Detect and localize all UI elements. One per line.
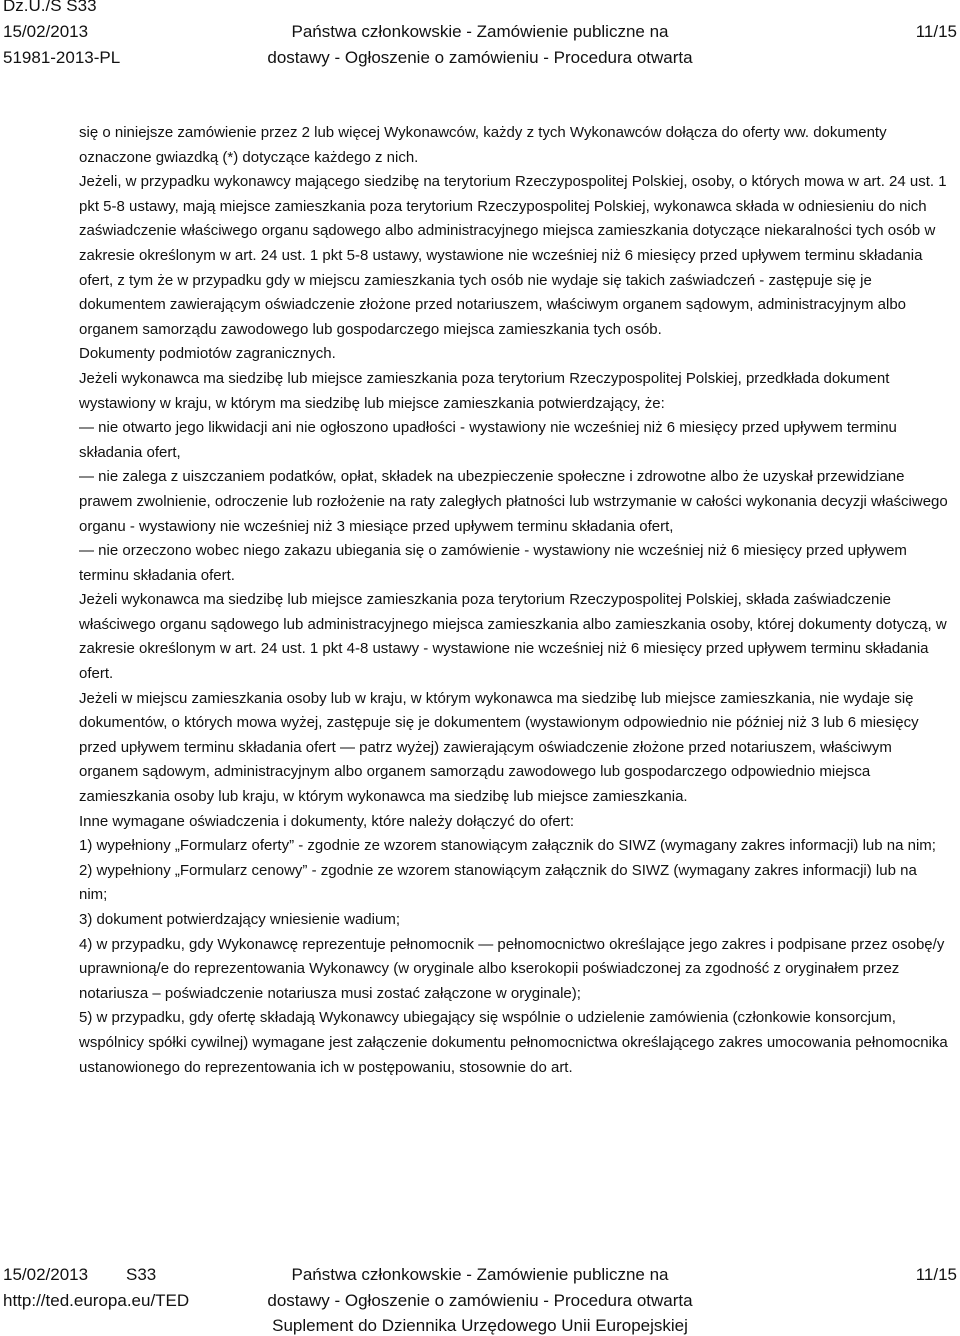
header-date: 15/02/2013 (3, 22, 89, 41)
paragraph: 2) wypełniony „Formularz cenowy” - zgodnie ze wzorem stanowiącym załącznik do SIWZ (wymagany zakres informacji) lub na nim; (79, 861, 917, 904)
footer-date: 15/02/2013 (3, 1265, 89, 1284)
paragraph: Dokumenty podmiotów zagranicznych. (79, 345, 336, 363)
paragraph: się o niniejsze zamówienie przez 2 lub więcej Wykonawców, każdy z tych Wykonawców dołącza do oferty ww. dokumenty oznaczone gwiazdką (*) dotyczące każdego z nich. (79, 124, 887, 166)
footer-series: S33 (126, 1265, 157, 1284)
paragraph: — nie zalega z uiszczaniem podatków, opłat, składek na ubezpieczenie społeczne i zdrowotne albo że uzyskał przewidziane prawem zwolnienie, odroczenie lub rozłożenie na raty zaległych płatności lub wstrzymanie w całości wykonania decyzji właściwego organu - wystawiony nie wcześniej niż 3 miesiące przed upływem terminu składania ofert, (79, 468, 948, 535)
paragraph: — nie orzeczono wobec niego zakazu ubiegania się o zamówienie - wystawiony nie wcześniej niż 6 miesięcy przed upływem terminu składania ofert. (79, 542, 907, 584)
footer-title-line2: dostawy - Ogłoszenie o zamówieniu - Procedura otwarta (267, 1291, 693, 1310)
header-page-number: 11/15 (915, 22, 957, 41)
paragraph: 3) dokument potwierdzający wniesienie wadium; (79, 911, 400, 928)
footer-url: http://ted.europa.eu/TED (3, 1291, 190, 1310)
paragraph: 4) w przypadku, gdy Wykonawcę reprezentuje pełnomocnik — pełnomocnictwo określające jego zakres i podpisane przez osobę/y uprawnioną/e do reprezentowania Wykonawcy (w oryginale albo kserokopii poświadczonej za zgodność z oryginałem przez notariusza – poświadczenie notariusza musi zostać załączone w oryginale); (79, 935, 945, 1002)
paragraph: 5) w przypadku, gdy ofertę składają Wykonawcy ubiegający się wspólnie o udzielenie zamówienia (członkowie konsorcjum, wspólnicy spółki cywilnej) wymagane jest załączenie dokumentu pełnomocnictwa określającego zakres umocowania pełnomocnika ustanowionego do reprezentowania ich w postępowaniu, stosownie do art. (79, 1009, 948, 1076)
page-header (0, 0, 960, 68)
paragraph: Jeżeli wykonawca ma siedzibę lub miejsce zamieszkania poza terytorium Rzeczypospolitej Polskiej, przedkłada dokument wystawiony w kraju, w którym ma siedzibę lub miejsce zamieszkania potwierdzający, że: (79, 369, 890, 412)
paragraph: — nie otwarto jego likwidacji ani nie ogłoszono upadłości - wystawiony nie wcześniej niż 6 miesięcy przed upływem terminu składania ofert, (79, 419, 897, 461)
footer-page-number: 11/15 (915, 1265, 957, 1284)
header-ref: Dz.U./S S33 (3, 0, 97, 15)
paragraph: Jeżeli wykonawca ma siedzibę lub miejsce zamieszkania poza terytorium Rzeczypospolitej Polskiej, składa zaświadczenie właściwego organu sądowego lub administracyjnego miejsca zamieszkania albo zamieszkania osoby, której dokumenty dotyczą, w zakresie określonym w art. 24 ust. 1 pkt 4-8 ustawy - wystawione nie wcześniej niż 6 miesięcy przed upływem terminu składania ofert. (79, 591, 947, 683)
header-doc-id: 51981-2013-PL (3, 48, 121, 67)
document-body (79, 121, 948, 1080)
footer-title-line3: Suplement do Dziennika Urzędowego Unii Europejskiej (272, 1316, 688, 1335)
paragraph: Jeżeli, w przypadku wykonawcy mającego siedzibę na terytorium Rzeczypospolitej Polskiej, osoby, o których mowa w art. 24 ust. 1 pkt 5-8 ustawy, mają miejsce zamieszkania poza terytorium Rzeczypospolitej Polskiej, wykonawca składa w odniesieniu do nich zaświadczenie właściwego organu sądowego albo administracyjnego miejsca zamieszkania dotyczące niekaralności tych osób w zakresie określonym w art. 24 ust. 1 pkt 5-8 ustawy, wystawione nie wcześniej niż 6 miesięcy przed upływem terminu składania ofert, z tym że w przypadku gdy w miejscu zamieszkania tych osób nie wydaje się takich zaświadczeń - zastępuje się je dokumentem zawierającym oświadczenie złożone przed notariuszem, właściwym organem sądowym, administracyjnym albo organem samorządu zawodowego lub gospodarczego miejsca zamieszkania tych osób. (79, 173, 947, 338)
paragraph: 1) wypełniony „Formularz oferty” - zgodnie ze wzorem stanowiącym załącznik do SIWZ (wymagany zakres informacji) lub na nim; (79, 837, 936, 855)
header-title-line2: dostawy - Ogłoszenie o zamówieniu - Procedura otwarta (267, 48, 693, 67)
page-footer (0, 1264, 960, 1335)
footer-title-line1: Państwa członkowskie - Zamówienie publiczne na (291, 1265, 669, 1284)
header-title-line1: Państwa członkowskie - Zamówienie publiczne na (291, 22, 669, 41)
paragraph: Inne wymagane oświadczenia i dokumenty, które należy dołączyć do ofert: (79, 812, 574, 830)
paragraph: Jeżeli w miejscu zamieszkania osoby lub w kraju, w którym wykonawca ma siedzibę lub miejsce zamieszkania, nie wydaje się dokumentów, o których mowa wyżej, zastępuje się je dokumentem (wystawionym odpowiednio nie później niż 3 lub 6 miesięcy przed upływem terminu składania ofert — patrz wyżej) zawierającym oświadczenie złożone przed notariuszem, właściwym organem sądowym, administracyjnym albo organem samorządu zawodowego lub gospodarczego odpowiednio miejsca zamieszkania osoby lub kraju, w którym wykonawca ma siedzibę lub miejsce zamieszkania. (79, 689, 919, 806)
